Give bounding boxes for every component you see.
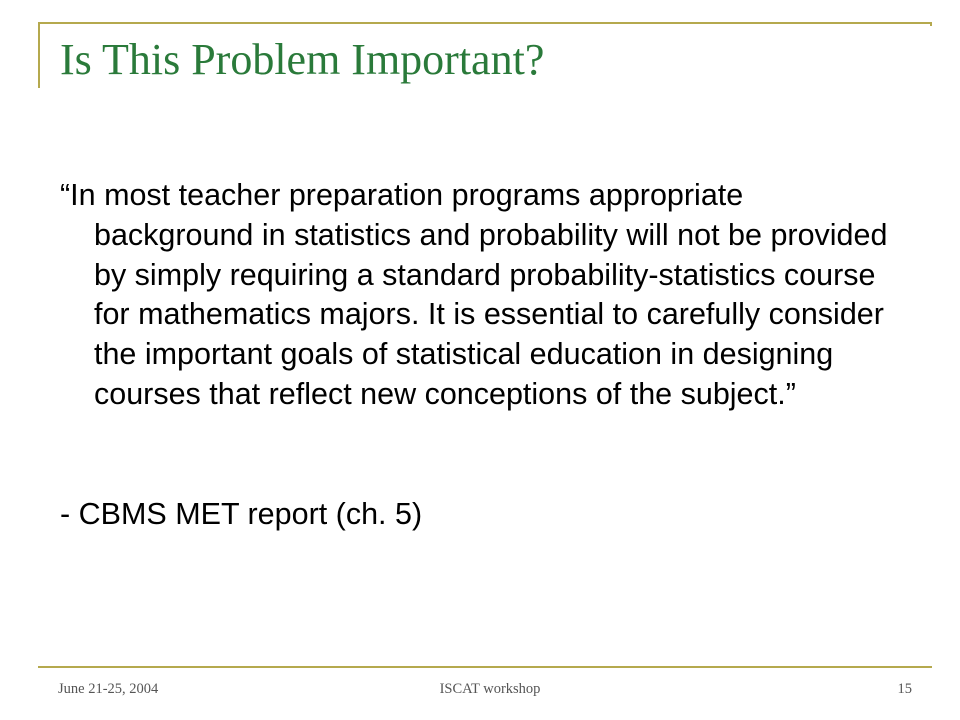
footer-event: ISCAT workshop: [439, 681, 541, 697]
slide-title: Is This Problem Important?: [60, 35, 545, 84]
frame-top-line: [38, 22, 932, 24]
footer-page-number: 15: [897, 681, 912, 697]
footer-date: June 21-25, 2004: [58, 681, 159, 697]
footer-divider: [38, 666, 932, 668]
frame-right-tick: [930, 22, 932, 26]
frame-left-line: [38, 22, 40, 88]
quote-text: “In most teacher preparation programs appropriate background in statistics and probability will not be provided by simply requiring a standard probability-statistics course for mathematics majors. It is essential to carefully consider the important goals of statistical education in designing courses that reflect new conceptions of the subject.”: [60, 178, 888, 411]
slide-body: [60, 176, 900, 535]
quote-attribution: - CBMS MET report (ch. 5): [60, 496, 423, 531]
